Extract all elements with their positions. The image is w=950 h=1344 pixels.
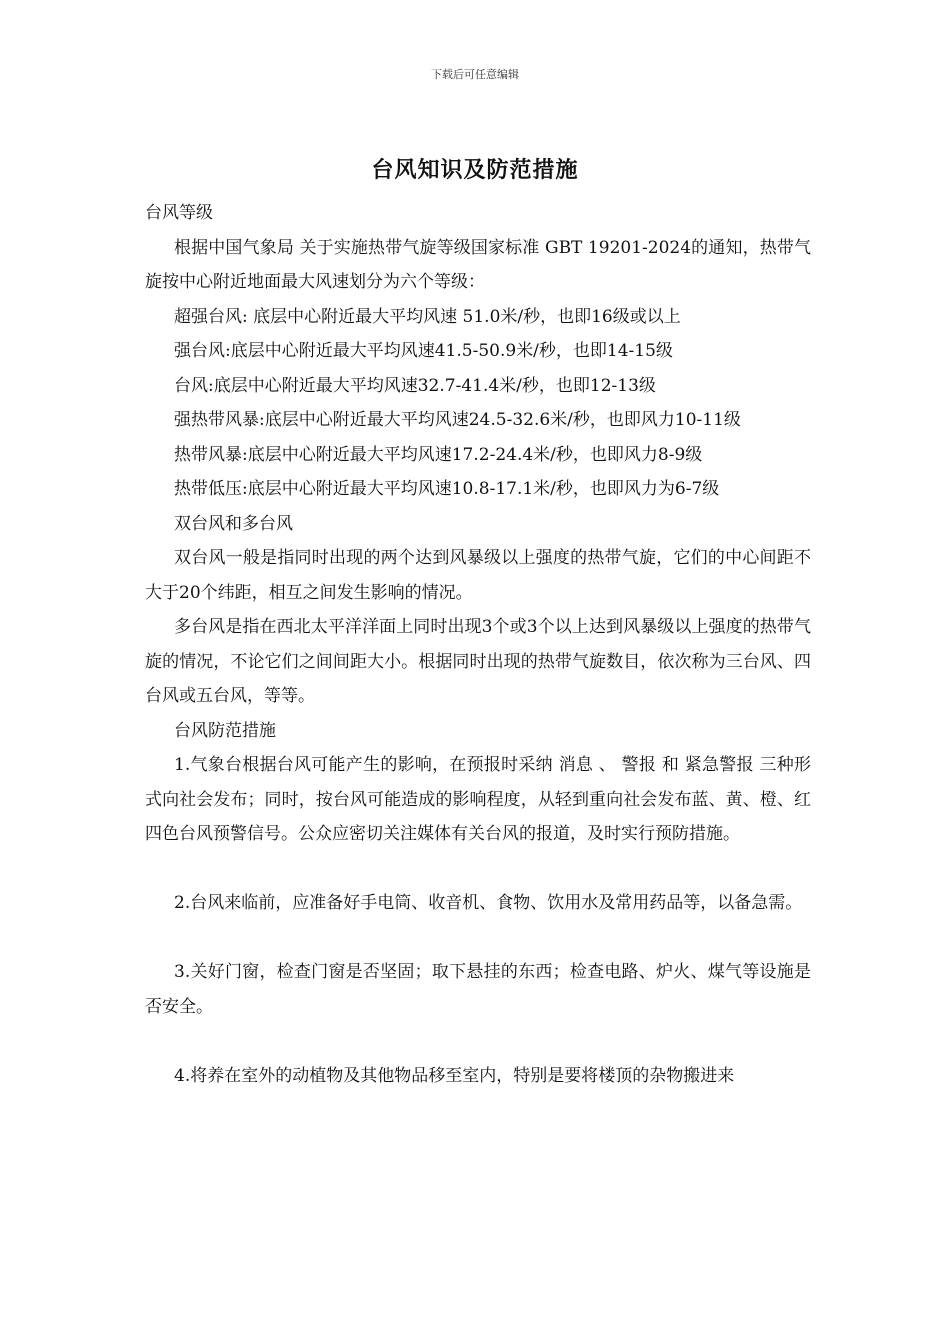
blank-line <box>145 852 811 887</box>
prevention-item-4: 4.将养在室外的动植物及其他物品移至室内，特别是要将楼顶的杂物搬进来 <box>174 1065 735 1086</box>
blank-line <box>145 1024 811 1059</box>
document-body <box>145 196 811 1093</box>
document-title: 台风知识及防范措施 <box>371 157 579 183</box>
grade-item-typhoon: 台风:底层中心附近最大平均风速32.7-41.4米/秒，也即12-13级 <box>174 375 656 396</box>
paragraph-multiple-typhoon: 多台风是指在西北太平洋洋面上同时出现3个或3个以上达到风暴级以上强度的热带气旋的情况，不论它们之间间距大小。根据同时出现的热带气旋数目，依次称为三台风、四台风或五台风，等等。 <box>145 617 811 706</box>
section-heading-prevention: 台风防范措施 <box>174 720 276 741</box>
blank-line <box>145 921 811 956</box>
prevention-item-2: 2.台风来临前，应准备好手电筒、收音机、食物、饮用水及常用药品等，以备急需。 <box>174 893 803 913</box>
section-heading-typhoon-grades: 台风等级 <box>145 203 213 223</box>
grade-item-super-typhoon: 超强台风: 底层中心附近最大平均风速 51.0米/秒，也即16级或以上 <box>174 306 681 327</box>
grade-item-severe-typhoon: 强台风:底层中心附近最大平均风速41.5-50.9米/秒，也即14-15级 <box>174 341 673 361</box>
grade-item-tropical-storm: 热带风暴:底层中心附近最大平均风速17.2-24.4米/秒，也即风力8-9级 <box>174 444 703 465</box>
header-note: 下载后可任意编辑 <box>431 68 519 81</box>
section-heading-multi-typhoon: 双台风和多台风 <box>174 513 293 534</box>
paragraph-double-typhoon: 双台风一般是指同时出现的两个达到风暴级以上强度的热带气旋，它们的中心间距不大于20个纬距，相互之间发生影响的情况。 <box>145 548 811 603</box>
grade-item-tropical-depression: 热带低压:底层中心附近最大平均风速10.8-17.1米/秒，也即风力为6-7级 <box>174 479 720 499</box>
grade-item-severe-tropical-storm: 强热带风暴:底层中心附近最大平均风速24.5-32.6米/秒，也即风力10-11级 <box>174 410 741 430</box>
prevention-item-3: 3.关好门窗，检查门窗是否坚固；取下悬挂的东西；检查电路、炉火、煤气等设施是否安全。 <box>145 962 811 1017</box>
paragraph-standard-intro: 根据中国气象局 关于实施热带气旋等级国家标准 GBT 19201-2024的通知，热带气旋按中心附近地面最大风速划分为六个等级： <box>145 237 811 292</box>
prevention-item-1: 1.气象台根据台风可能产生的影响，在预报时采纳 消息 、 警报 和 紧急警报 三种形式向社会发布；同时，按台风可能造成的影响程度，从轻到重向社会发布蓝、黄、橙、红四色台风预警信号。公众应密切关注媒体有关台风的报道，及时实行预防措施。 <box>145 755 811 844</box>
